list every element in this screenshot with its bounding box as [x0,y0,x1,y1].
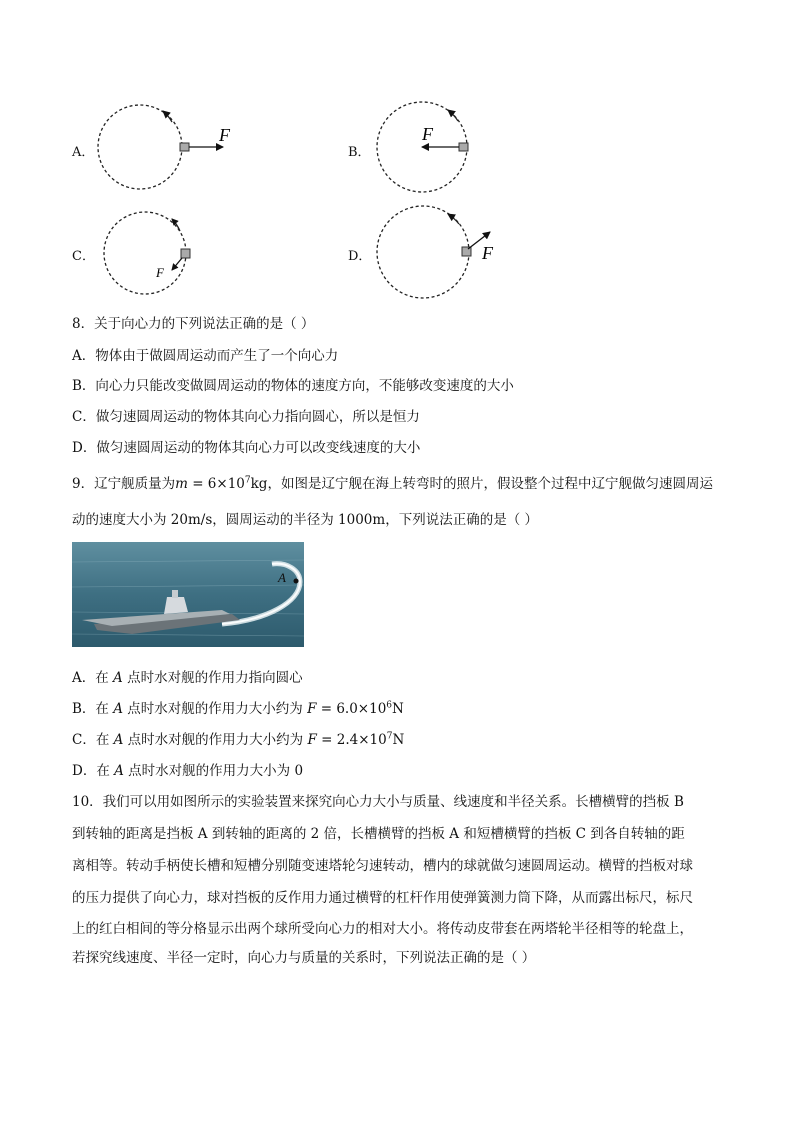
velocity-arrow [448,214,459,224]
force-label: F [482,243,493,263]
block [459,143,468,151]
q10-line-3: 离相等。转动手柄使长槽和短槽分别随变速塔轮匀速转动，槽内的球就做匀速圆周运动。横臂的挡板对球 [72,858,693,874]
diagram-b [372,100,482,195]
q9-option-b: B．在 A 点时水对舰的作用力大小约为 $F = 6.0\times 10^6N$ [72,700,404,717]
q9-option-c: C．在 A 点时水对舰的作用力大小约为 $F = 2.4\times 10^7N$ [72,731,405,748]
q9-option-a: A．在 A 点时水对舰的作用力指向圆心 [72,670,303,686]
q9-stem-line2: 动的速度大小为 20m/s，圆周运动的半径为 1000m，下列说法正确的是（ ） [72,512,538,528]
q10-line-1: 10．我们可以用如图所示的实验装置来探究向心力大小与质量、线速度和半径关系。长槽横臂的挡板 B [72,794,684,810]
option-b-label: B． [348,145,371,160]
velocity-arrow [163,111,172,122]
force-label: F [422,124,433,144]
q10-line-2: 到转轴的距离是挡板 A 到转轴的距离的 2 倍，长槽横臂的挡板 A 和短槽横臂的挡板 C 到各自转轴的距 [72,826,685,842]
diagram-a [95,100,245,195]
option-a-label: A． [72,145,95,160]
q8-option-c: C．做匀速圆周运动的物体其向心力指向圆心，所以是恒力 [72,409,420,425]
point-a-label: A [278,570,286,585]
block [181,249,190,258]
q8-option-d: D．做匀速圆周运动的物体其向心力可以改变线速度的大小 [72,440,421,456]
point-a-dot [294,579,299,584]
carrier-island [164,597,188,614]
q10-line-6: 若探究线速度、半径一定时，向心力与质量的关系时，下列说法正确的是（ ） [72,950,536,966]
force-arrow [172,258,182,270]
q9-stem-line1: 9．辽宁舰质量为$m = 6\times 10^7kg$，如图是辽宁舰在海上转弯时的照片，假设整个过程中辽宁舰做匀速圆周运 [72,475,713,492]
q8-stem: 8．关于向心力的下列说法正确的是（ ） [72,316,315,332]
q10-line-4: 的压力提供了向心力，球对挡板的反作用力通过横臂的杠杆作用使弹簧测力筒下降，从而露出标尺，标尺 [72,890,693,906]
diagram-c [100,205,200,300]
carrier-photo [72,542,304,647]
diagram-d [372,203,512,303]
q10-line-5: 上的红白相间的等分格显示出两个球所受向心力的相对大小。将传动皮带套在两塔轮半径相等的轮盘上， [72,921,693,937]
circle-path [104,212,186,294]
q9-option-d: D．在 A 点时水对舰的作用力大小为 0 [72,763,304,779]
q8-option-a: A．物体由于做圆周运动而产生了一个向心力 [72,348,339,364]
option-c-label: C． [72,249,95,264]
velocity-arrow [448,110,458,121]
force-label: F [219,125,230,145]
velocity-arrow [172,219,180,231]
q8-option-b: B．向心力只能改变做圆周运动的物体的速度方向，不能够改变速度的大小 [72,378,514,394]
force-label: F [156,265,164,280]
block [180,143,189,151]
option-d-label: D． [348,249,372,264]
